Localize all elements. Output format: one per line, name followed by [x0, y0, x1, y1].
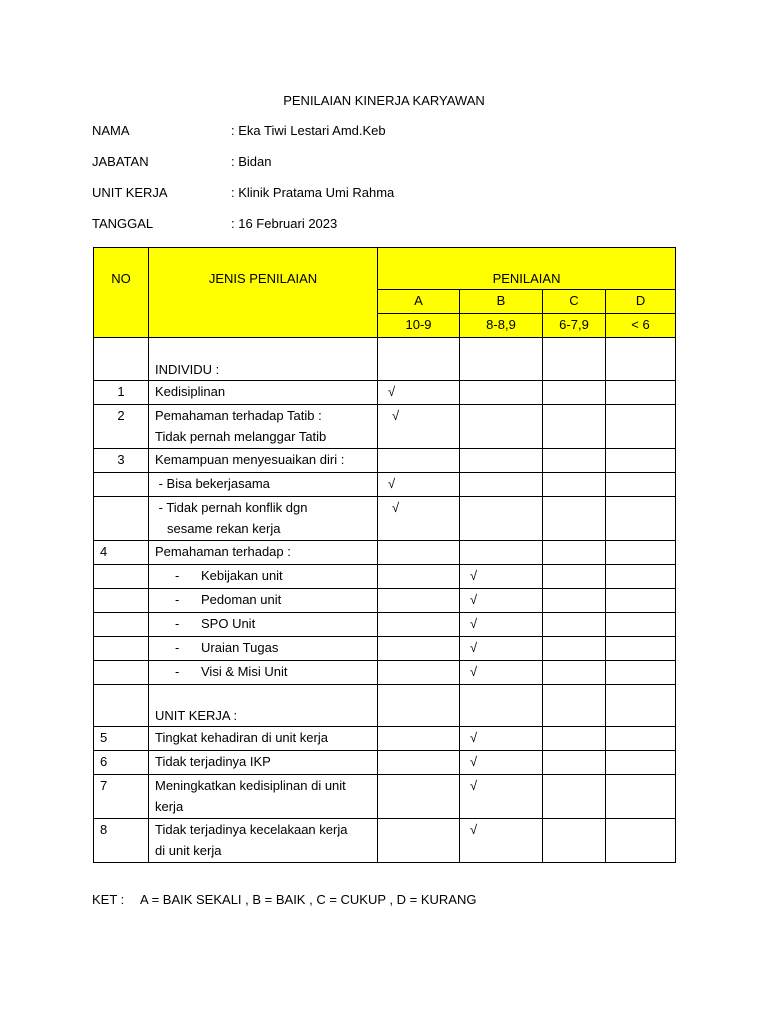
- row-text-label: Kebijakan unit: [201, 568, 283, 583]
- check-mark: √: [460, 727, 543, 751]
- range-a: 10-9: [378, 314, 460, 338]
- check-mark: √: [460, 637, 543, 661]
- legend-label: KET :: [92, 892, 125, 907]
- row-text: Tidak terjadinya IKP: [149, 751, 378, 775]
- table-row: [94, 449, 676, 473]
- range-c: 6-7,9: [543, 314, 606, 338]
- dash-bullet: -: [175, 592, 180, 607]
- table-row: [94, 637, 676, 661]
- assessment-table: [93, 247, 676, 863]
- table-row: [94, 405, 676, 449]
- grade-d: D: [606, 290, 676, 314]
- check-mark: √: [378, 381, 460, 405]
- dash-bullet: -: [175, 640, 180, 655]
- info-value: : Eka Tiwi Lestari Amd.Keb: [231, 123, 386, 138]
- check-mark: √: [460, 775, 543, 819]
- legend-text: A = BAIK SEKALI , B = BAIK , C = CUKUP , D = KURANG: [140, 892, 477, 907]
- check-mark: √: [378, 405, 460, 449]
- row-text-line: Pemahaman terhadap Tatib :: [155, 408, 322, 423]
- row-text: [149, 497, 378, 541]
- row-text: Kedisiplinan: [149, 381, 378, 405]
- grade-c: C: [543, 290, 606, 314]
- check-mark: √: [460, 565, 543, 589]
- info-label: TANGGAL: [92, 216, 154, 231]
- check-mark: √: [378, 473, 460, 497]
- info-label: NAMA: [92, 123, 130, 138]
- check-mark: √: [460, 661, 543, 685]
- table-row: [94, 819, 676, 863]
- range-d: < 6: [606, 314, 676, 338]
- row-text-line: Tidak pernah melanggar Tatib: [155, 429, 327, 444]
- row-text-line: - Tidak pernah konflik dgn: [155, 500, 308, 515]
- row-text-line: Meningkatkan kedisiplinan di unit: [155, 778, 346, 793]
- header-penilaian: PENILAIAN: [378, 248, 676, 290]
- section-unit-kerja: UNIT KERJA :: [149, 685, 378, 727]
- row-text: [149, 613, 378, 637]
- document-title: PENILAIAN KINERJA KARYAWAN: [283, 93, 485, 108]
- dash-bullet: -: [175, 568, 180, 583]
- legend-note: [92, 892, 476, 907]
- table-row: [94, 338, 676, 381]
- row-text: [149, 565, 378, 589]
- info-value: : Bidan: [231, 154, 272, 169]
- row-number: 8: [94, 819, 149, 863]
- info-value: : 16 Februari 2023: [231, 216, 338, 231]
- check-mark: √: [460, 819, 543, 863]
- table-row: [94, 497, 676, 541]
- row-text-label: SPO Unit: [201, 616, 256, 631]
- row-number: 1: [94, 381, 149, 405]
- section-individu: INDIVIDU :: [149, 338, 378, 381]
- row-text: Tingkat kehadiran di unit kerja: [149, 727, 378, 751]
- row-text: - Bisa bekerjasama: [149, 473, 378, 497]
- row-text: [149, 405, 378, 449]
- table-row: [94, 565, 676, 589]
- table-row: [94, 775, 676, 819]
- grade-a: A: [378, 290, 460, 314]
- table-row: [94, 685, 676, 727]
- dash-bullet: -: [175, 664, 180, 679]
- row-text-line: Tidak terjadinya kecelakaan kerja: [155, 822, 348, 837]
- row-text-label: Visi & Misi Unit: [201, 664, 288, 679]
- row-text-line: kerja: [155, 799, 184, 814]
- table-row: [94, 613, 676, 637]
- table-row: [94, 727, 676, 751]
- row-text: Kemampuan menyesuaikan diri :: [149, 449, 378, 473]
- info-value: : Klinik Pratama Umi Rahma: [231, 185, 395, 200]
- row-text: [149, 637, 378, 661]
- check-mark: √: [460, 613, 543, 637]
- row-text-line: di unit kerja: [155, 843, 222, 858]
- grade-b: B: [460, 290, 543, 314]
- table-row: [94, 541, 676, 565]
- row-number: 6: [94, 751, 149, 775]
- table-row: [94, 751, 676, 775]
- row-number: 3: [94, 449, 149, 473]
- row-text-line: sesame rekan kerja: [167, 521, 281, 536]
- header-jenis-penilaian: JENIS PENILAIAN: [149, 248, 378, 338]
- row-text: [149, 589, 378, 613]
- check-mark: √: [460, 589, 543, 613]
- row-text-label: Uraian Tugas: [201, 640, 279, 655]
- table-row: [94, 473, 676, 497]
- info-label: UNIT KERJA: [92, 185, 168, 200]
- dash-bullet: -: [175, 616, 180, 631]
- row-number: 7: [94, 775, 149, 819]
- row-number: 4: [94, 541, 149, 565]
- row-text: [149, 775, 378, 819]
- table-row: [94, 661, 676, 685]
- row-text: [149, 819, 378, 863]
- row-number: 5: [94, 727, 149, 751]
- info-label: JABATAN: [92, 154, 149, 169]
- row-number: 2: [94, 405, 149, 449]
- table-row: [94, 589, 676, 613]
- header-no: NO: [94, 248, 149, 338]
- check-mark: √: [378, 497, 460, 541]
- row-text: [149, 661, 378, 685]
- range-b: 8-8,9: [460, 314, 543, 338]
- row-text: Pemahaman terhadap :: [149, 541, 378, 565]
- row-text-label: Pedoman unit: [201, 592, 282, 607]
- table-row: [94, 381, 676, 405]
- check-mark: √: [460, 751, 543, 775]
